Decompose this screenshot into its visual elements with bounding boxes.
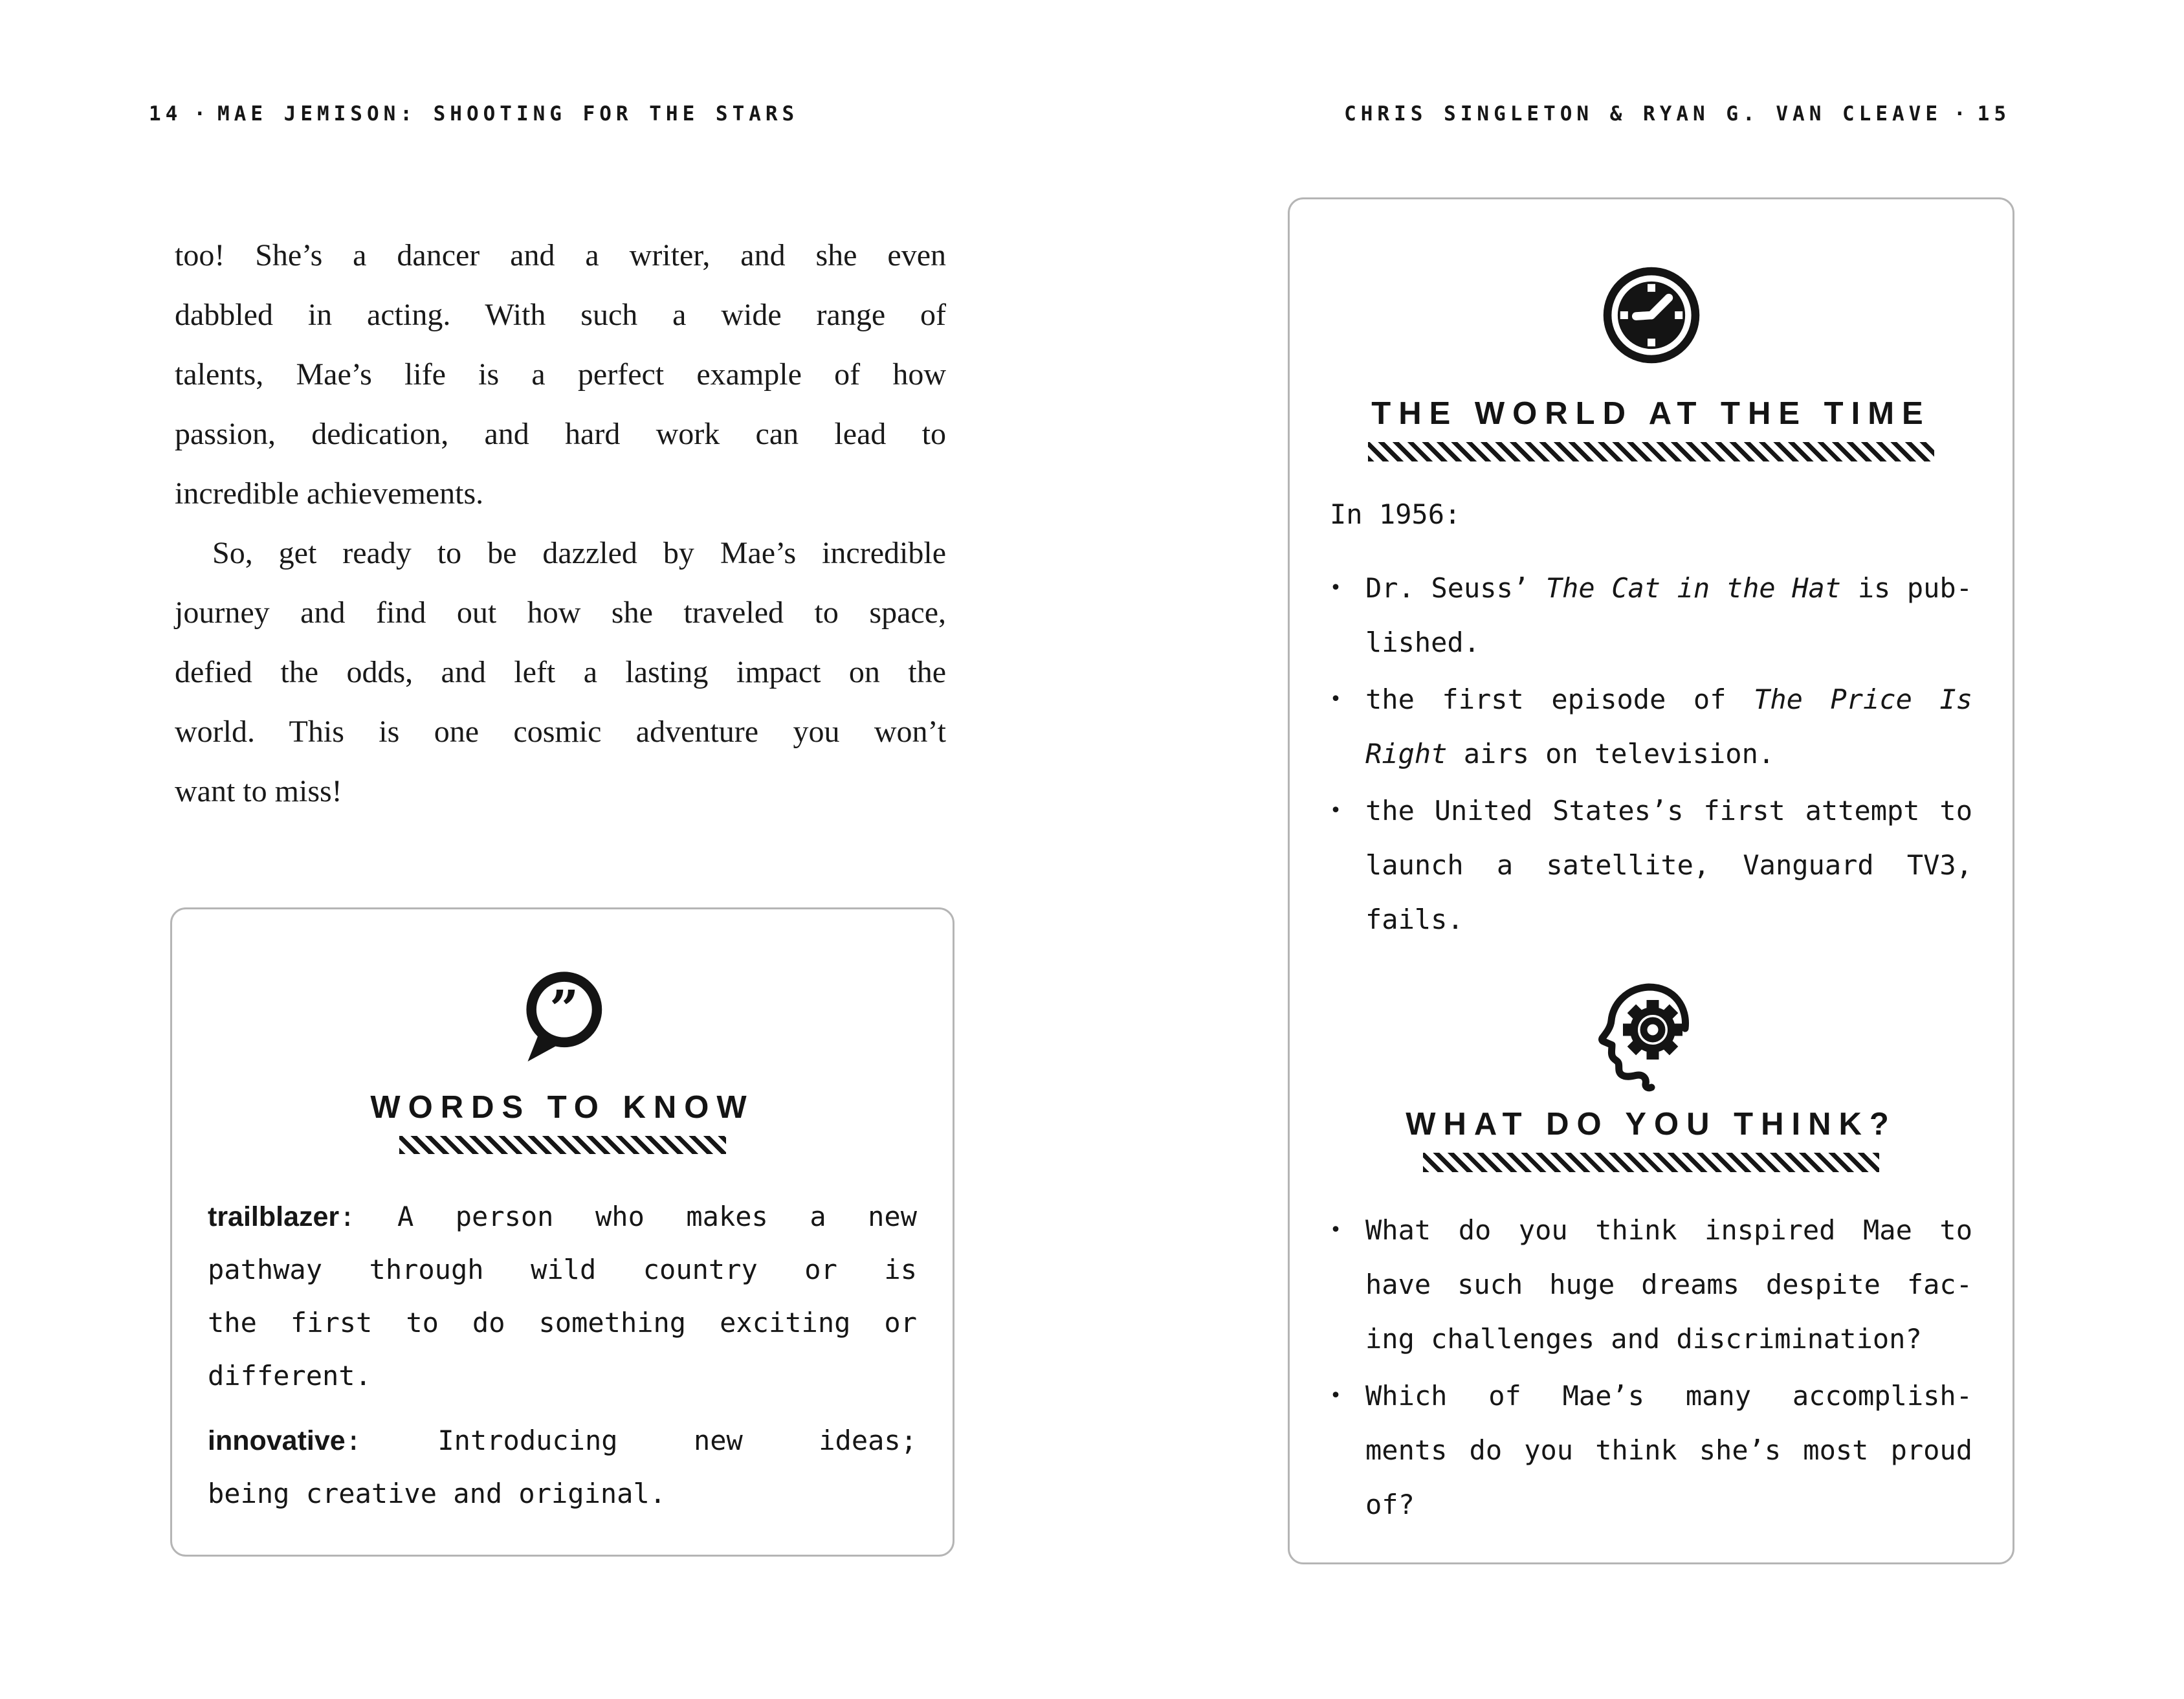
bullet-dot: • — [1330, 1384, 1342, 1407]
definition-trailblazer: trailblazer: A person who makes a new pathway through wild country or is the first to do something exciting or different. — [208, 1201, 917, 1392]
bullet-dot: • — [1330, 577, 1342, 599]
bullet-text: Dr. Seuss’ The Cat in the Hat is pub- lished. — [1365, 572, 1972, 658]
bullet-dot: • — [1330, 1219, 1342, 1241]
right-authors: CHRIS SINGLETON & RYAN G. VAN CLEAVE — [1344, 102, 1942, 126]
list-item — [1330, 1203, 1972, 1366]
definitions-list — [208, 1190, 917, 1520]
quote-bubble-icon — [208, 968, 917, 1066]
paragraph-2: So, get ready to be dazzled by Mae’s incredible journey and find out how she traveled to space, defied the odds, and left a lasting impact on the world. This is one cosmic adventure you won’t want to miss! — [175, 536, 946, 808]
left-page-number: 14 — [149, 102, 182, 126]
clock-icon — [1330, 264, 1972, 366]
hatch-divider — [1423, 1153, 1879, 1172]
hatch-divider — [399, 1136, 726, 1154]
list-item — [1330, 1369, 1972, 1532]
svg-text:”: ” — [549, 979, 579, 1039]
think-bullet-list — [1330, 1203, 1972, 1532]
words-to-know-box — [170, 907, 954, 1557]
head-gear-icon — [1330, 972, 1972, 1101]
bullet-text: the first episode of The Price Is Right airs on television. — [1365, 683, 1972, 770]
words-box-title: WORDS TO KNOW — [370, 1090, 755, 1125]
world-bullet-list — [1330, 561, 1972, 947]
world-at-the-time-box — [1288, 197, 2014, 1564]
list-item — [1330, 672, 1972, 781]
think-box-title: WHAT DO YOU THINK? — [1406, 1107, 1897, 1142]
bullet-text: the United States’s first attempt to launch a satellite, Vanguard TV3, fails. — [1365, 795, 1972, 935]
world-box-title: THE WORLD AT THE TIME — [1371, 396, 1931, 431]
world-intro-line: In 1956: — [1330, 498, 1461, 530]
bullet-dot: • — [1330, 688, 1342, 711]
paragraph-1: too! She’s a dancer and a writer, and she even dabbled in acting. With such a wide range of talents, Mae’s life is a perfect example of how passion, dedication, and hard work can lead to incredible achievements. — [175, 238, 946, 511]
right-running-head — [1344, 102, 2011, 126]
left-running-head — [149, 102, 799, 126]
hatch-divider — [1368, 442, 1934, 461]
intro-paragraphs — [175, 226, 946, 821]
definition-innovative: innovative: Introducing new ideas; being creative and original. — [208, 1425, 917, 1509]
bullet-text: Which of Mae’s many accomplish- ments do you think she’s most proud of? — [1365, 1380, 1972, 1520]
bullet-text: What do you think inspired Mae to have such huge dreams despite fac- ing challenges and discrimination? — [1365, 1214, 1972, 1355]
list-item — [1330, 784, 1972, 947]
left-book-title: MAE JEMISON: SHOOTING FOR THE STARS — [217, 102, 799, 126]
list-item — [1330, 561, 1972, 670]
bullet-dot: • — [1330, 799, 1342, 822]
right-page-number: 15 — [1977, 102, 2011, 126]
header-separator: · — [1954, 102, 1966, 126]
header-separator: · — [193, 102, 206, 126]
